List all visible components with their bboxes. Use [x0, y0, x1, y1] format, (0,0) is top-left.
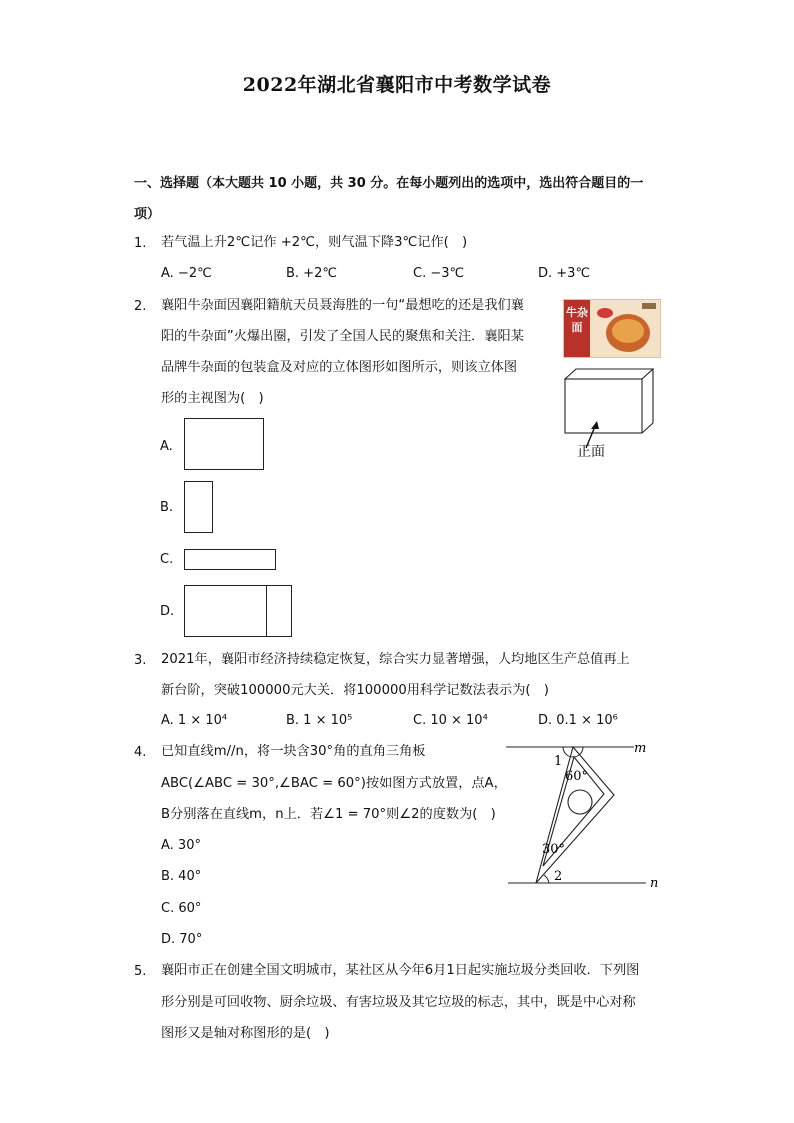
q2-option-c-label: C. [160, 552, 174, 567]
label-angle-2: 2 [554, 869, 563, 884]
question-5-line2: 形分别是可回收物、厨余垃圾、有害垃圾及其它垃圾的标志，其中，既是中心对称 [161, 995, 636, 1010]
q1-option-b: B. +2℃ [286, 266, 337, 281]
q2-option-b-figure [184, 481, 213, 533]
question-number-1: 1. [134, 236, 147, 251]
question-1-text: 若气温上升2℃记作 +2℃，则气温下降3℃记作( ) [161, 235, 468, 250]
q2-option-a-label: A. [160, 439, 173, 454]
question-2-line1: 襄阳牛杂面因襄阳籍航天员聂海胜的一句“最想吃的还是我们襄 [161, 298, 524, 313]
q2-option-a-figure [184, 418, 264, 470]
question-4-line3: B分别落在直线m，n上．若∠1 = 70°则∠2的度数为( ) [161, 807, 496, 822]
question-2-line3: 品牌牛杂面的包装盒及对应的立体图形如图所示，则该立体图 [161, 360, 518, 375]
q4-option-c: C. 60° [161, 901, 202, 916]
q2-option-c-figure [184, 549, 276, 570]
question-5-line3: 图形又是轴对称图形的是( ) [161, 1026, 330, 1041]
q1-option-c: C. −3℃ [413, 266, 465, 281]
q2-option-d-label: D. [160, 604, 175, 619]
set-square-outline [536, 747, 614, 883]
q1-option-a: A. −2℃ [161, 266, 212, 281]
q4-option-b: B. 40° [161, 869, 202, 884]
question-number-5: 5. [134, 964, 147, 979]
question-5-line1: 襄阳市正在创建全国文明城市，某社区从今年6月1日起实施垃圾分类回收．下列图 [161, 963, 640, 978]
question-4-line2: ABC(∠ABC = 30°,∠BAC = 60°)按如图方式放置，点A， [161, 776, 507, 791]
triangle-figure [500, 735, 670, 895]
question-3-line1: 2021年，襄阳市经济持续稳定恢复，综合实力显著增强，人均地区生产总值再上 [161, 652, 630, 667]
q1-option-d: D. +3℃ [538, 266, 591, 281]
question-3-line2: 新台阶，突破100000元大关．将100000用科学记数法表示为( ) [161, 683, 549, 698]
photo-brand-text: 牛杂面 [566, 306, 588, 334]
q3-option-d: D. 0.1 × 10⁶ [538, 713, 618, 728]
cuboid-figure [560, 366, 660, 466]
label-m: m [634, 741, 647, 756]
label-angle-1: 1 [554, 754, 563, 769]
label-30-degrees: 30° [542, 842, 566, 857]
set-square-hole [568, 790, 592, 814]
label-n: n [650, 876, 659, 891]
section-heading-line2: 项） [134, 207, 161, 222]
q4-option-d: D. 70° [161, 932, 203, 947]
question-number-4: 4. [134, 745, 147, 760]
question-4-line1: 已知直线m//n，将一块含30°角的直角三角板 [161, 744, 426, 759]
q2-option-b-label: B. [160, 500, 174, 515]
question-2-line4: 形的主视图为( ) [161, 391, 264, 406]
q3-option-c: C. 10 × 10⁴ [413, 713, 488, 728]
question-2-line2: 阳的牛杂面”火爆出圈，引发了全国人民的聚焦和关注．襄阳某 [161, 329, 524, 344]
question-number-3: 3. [134, 653, 147, 668]
label-60-degrees: 60° [565, 769, 589, 784]
noodle-package-photo [563, 299, 661, 358]
q2-option-d-figure [184, 585, 292, 637]
section-heading-line1: 一、选择题（本大题共 10 小题，共 30 分。在每小题列出的选项中，选出符合题目的一 [134, 176, 644, 191]
question-number-2: 2. [134, 299, 147, 314]
q3-option-a: A. 1 × 10⁴ [161, 713, 228, 728]
q3-option-b: B. 1 × 10⁵ [286, 713, 353, 728]
q4-option-a: A. 30° [161, 838, 201, 853]
front-label: 正面 [577, 444, 605, 460]
page-title: 2022年湖北省襄阳市中考数学试卷 [242, 74, 552, 96]
